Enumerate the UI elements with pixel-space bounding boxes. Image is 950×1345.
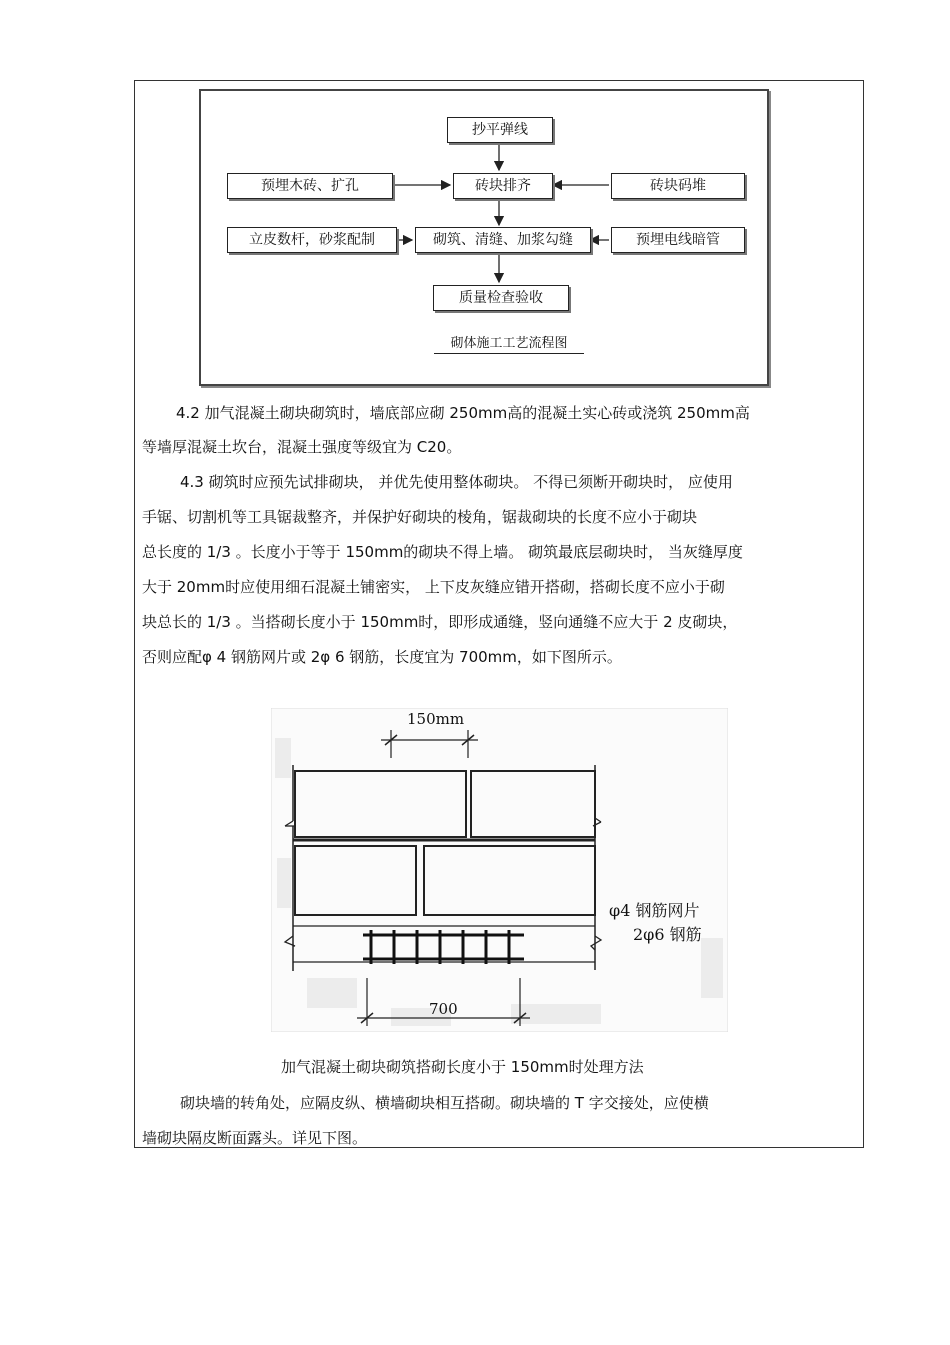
dim-150-label: 150mm — [407, 710, 465, 728]
flow-box-wood-brick: 预埋木砖、扩孔 — [227, 173, 393, 199]
flowchart-caption: 砌体施工工艺流程图 — [434, 332, 584, 354]
flow-box-rod: 立皮数杆，砂浆配制 — [227, 227, 397, 253]
flow-box-arrange: 砖块排齐 — [453, 173, 553, 199]
masonry-drawing — [271, 708, 728, 1032]
flow-box-build: 砌筑、清缝、加浆勾缝 — [415, 227, 591, 253]
para-4-3-line-5: 块总长的 1/3 。当搭砌长度小于 150mm时，即形成通缝，竖向通缝不应大于 2 皮砌块， — [142, 613, 738, 631]
mesh-label: φ4 钢筋网片 — [609, 901, 700, 920]
para-4-2-line-2: 等墙厚混凝土坎台，混凝土强度等级宜为 C20。 — [142, 438, 462, 456]
reinforcement-figure — [271, 708, 728, 1032]
para-4-3-line-6: 否则应配φ 4 钢筋网片或 2φ 6 钢筋，长度宜为 700mm，如下图所示。 — [142, 648, 622, 666]
flow-box-inspect: 质量检查验收 — [433, 285, 569, 311]
flow-box-conduit: 预埋电线暗管 — [611, 227, 745, 253]
dim-700-label: 700 — [429, 1000, 458, 1018]
closing-line-1: 砌块墙的转角处，应隔皮纵、横墙砌块相互搭砌。砌块墙的 T 字交接处，应使横 — [180, 1094, 709, 1112]
flow-box-survey: 抄平弹线 — [447, 117, 553, 143]
para-4-3-line-4: 大于 20mm时应使用细石混凝土铺密实， 上下皮灰缝应错开搭砌，搭砌长度不应小于砌 — [142, 578, 725, 596]
para-4-2-line-1: 4.2 加气混凝土砌块砌筑时，墙底部应砌 250mm高的混凝土实心砖或浇筑 250mm高 — [176, 404, 750, 422]
flow-box-stack: 砖块码堆 — [611, 173, 745, 199]
para-4-3-line-1: 4.3 砌筑时应预先试排砌块， 并优先使用整体砌块。 不得已须断开砌块时， 应使用 — [180, 473, 733, 491]
para-4-3-line-3: 总长度的 1/3 。长度小于等于 150mm的砌块不得上墙。 砌筑最底层砌块时， 当灰缝厚度 — [142, 543, 743, 561]
bar-label: 2φ6 钢筋 — [633, 925, 702, 944]
para-4-3-line-2: 手锯、切割机等工具锯裁整齐，并保护好砌块的棱角，锯裁砌块的长度不应小于砌块 — [142, 508, 698, 526]
closing-line-2: 墙砌块隔皮断面露头。详见下图。 — [142, 1129, 368, 1147]
figure-caption: 加气混凝土砌块砌筑搭砌长度小于 150mm时处理方法 — [281, 1058, 644, 1076]
